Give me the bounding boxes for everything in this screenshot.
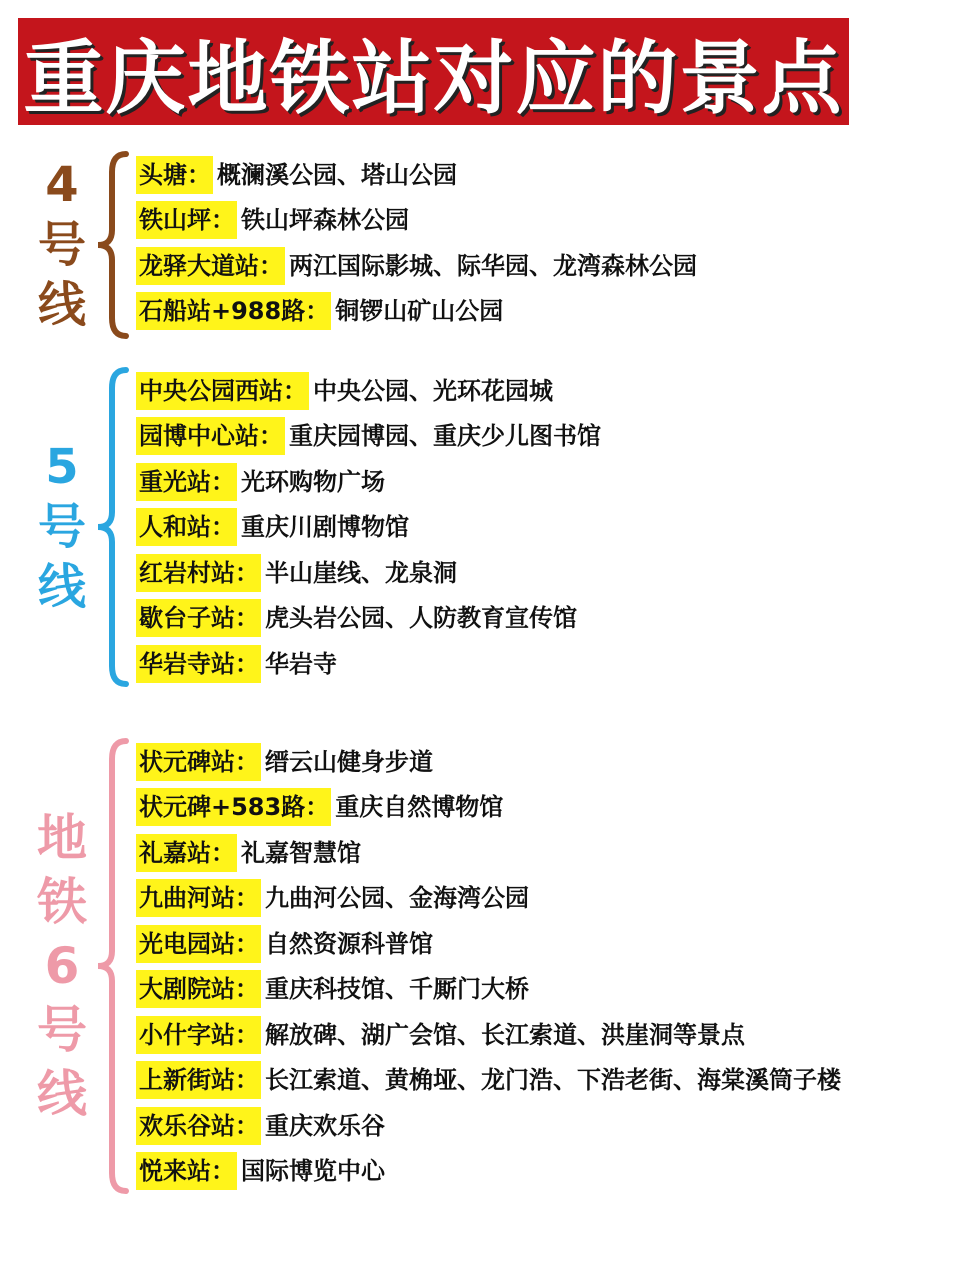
- station-sights: 铜锣山矿山公园: [335, 297, 504, 326]
- line-6-section: [0, 737, 961, 1195]
- station-name: 上新街站：: [136, 1061, 261, 1099]
- station-sights: 光环购物广场: [241, 467, 385, 496]
- list-item: [136, 368, 601, 414]
- list-item: [136, 152, 697, 198]
- station-name: 大剧院站：: [136, 970, 261, 1008]
- list-item: [136, 785, 841, 831]
- line-4-label: 4 号 线: [37, 157, 86, 333]
- station-sights: 概澜溪公园、塔山公园: [217, 160, 457, 189]
- list-item: [136, 550, 601, 596]
- station-sights: 重庆科技馆、千厮门大桥: [265, 975, 529, 1004]
- station-sights: 九曲河公园、金海湾公园: [265, 884, 529, 913]
- line-5-label: 5 号 线: [37, 439, 86, 615]
- list-item: [136, 1149, 841, 1195]
- station-sights: 重庆园博园、重庆少儿图书馆: [289, 422, 601, 451]
- title-banner: [18, 18, 849, 125]
- list-item: [136, 1012, 841, 1058]
- station-sights: 长江索道、黄桷垭、龙门浩、下浩老街、海棠溪筒子楼: [265, 1066, 841, 1095]
- station-name: 头塘：: [136, 156, 213, 194]
- station-name: 欢乐谷站：: [136, 1107, 261, 1145]
- station-sights: 解放碑、湖广会馆、长江索道、洪崖洞等景点: [265, 1020, 745, 1049]
- station-name: 光电园站：: [136, 925, 261, 963]
- list-item: [136, 1103, 841, 1149]
- line-4-station-list: [136, 152, 697, 334]
- station-sights: 自然资源科普馆: [265, 929, 433, 958]
- station-sights: 半山崖线、龙泉洞: [265, 558, 457, 587]
- line-5-station-list: [136, 368, 601, 687]
- list-item: [136, 967, 841, 1013]
- station-name: 悦来站：: [136, 1152, 237, 1190]
- station-name: 中央公园西站：: [136, 372, 309, 410]
- line-4-section: [0, 150, 961, 340]
- station-sights: 礼嘉智慧馆: [241, 838, 361, 867]
- list-item: [136, 739, 841, 785]
- list-item: [136, 505, 601, 551]
- list-item: [136, 414, 601, 460]
- line-4-brace: [92, 150, 136, 340]
- station-sights: 重庆川剧博物馆: [241, 513, 409, 542]
- list-item: [136, 289, 697, 335]
- station-name: 园博中心站：: [136, 417, 285, 455]
- list-item: [136, 876, 841, 922]
- list-item: [136, 830, 841, 876]
- station-sights: 铁山坪森林公园: [241, 206, 409, 235]
- list-item: [136, 459, 601, 505]
- line-6-label: 地 铁 6 号 线: [37, 809, 87, 1123]
- list-item: [136, 1058, 841, 1104]
- line-5-brace: [92, 366, 136, 688]
- station-sights: 两江国际影城、际华园、龙湾森林公园: [289, 251, 697, 280]
- list-item: [136, 243, 697, 289]
- list-item: [136, 921, 841, 967]
- line-5-section: [0, 366, 961, 688]
- station-name: 红岩村站：: [136, 554, 261, 592]
- station-name: 龙驿大道站：: [136, 247, 285, 285]
- list-item: [136, 641, 601, 687]
- station-name: 礼嘉站：: [136, 834, 237, 872]
- station-sights: 缙云山健身步道: [265, 747, 433, 776]
- page-title: 重庆地铁站对应的景点: [23, 32, 844, 125]
- station-sights: 国际博览中心: [241, 1157, 385, 1186]
- station-sights: 华岩寺: [265, 649, 337, 678]
- station-sights: 重庆自然博物馆: [335, 793, 504, 822]
- station-name: 状元碑站：: [136, 743, 261, 781]
- list-item: [136, 596, 601, 642]
- station-name: 铁山坪：: [136, 201, 237, 239]
- station-name: 小什字站：: [136, 1016, 261, 1054]
- station-name: 重光站：: [136, 463, 237, 501]
- station-name: 华岩寺站：: [136, 645, 261, 683]
- station-name: 石船站+988路：: [136, 292, 331, 330]
- station-sights: 虎头岩公园、人防教育宣传馆: [265, 604, 577, 633]
- station-sights: 中央公园、光环花园城: [313, 376, 553, 405]
- station-name: 状元碑+583路：: [136, 788, 331, 826]
- list-item: [136, 198, 697, 244]
- line-6-brace: [92, 737, 136, 1195]
- station-sights: 重庆欢乐谷: [265, 1111, 385, 1140]
- line-6-station-list: [136, 739, 841, 1194]
- station-name: 歇台子站：: [136, 599, 261, 637]
- station-name: 九曲河站：: [136, 879, 261, 917]
- station-name: 人和站：: [136, 508, 237, 546]
